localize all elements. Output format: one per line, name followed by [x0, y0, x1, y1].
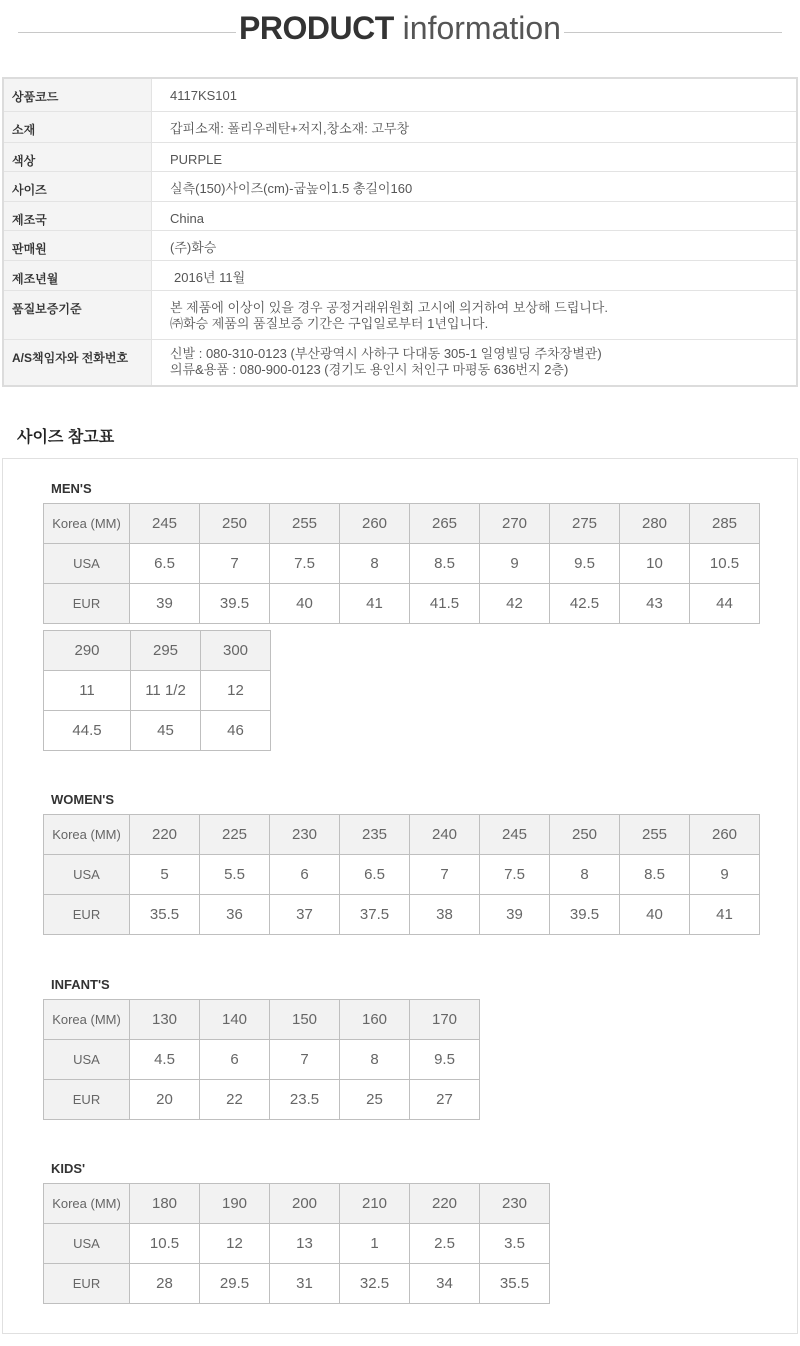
- size-cell: 300: [201, 631, 271, 671]
- size-cell: 41: [340, 584, 410, 624]
- info-row-country: [4, 201, 796, 230]
- size-cell: 140: [200, 1000, 270, 1040]
- info-row-warranty: [4, 290, 796, 339]
- info-label: 품질보증기준: [4, 291, 152, 339]
- size-cell: 250: [200, 504, 270, 544]
- title-light: information: [402, 10, 561, 46]
- size-cell: 11 1/2: [131, 671, 201, 711]
- men-size-table: [43, 503, 760, 624]
- usa-row: [44, 671, 271, 711]
- size-cell: 180: [130, 1184, 200, 1224]
- info-row-date: [4, 260, 796, 290]
- size-cell: 9.5: [410, 1040, 480, 1080]
- size-cell: 45: [131, 711, 201, 751]
- size-cell: 270: [480, 504, 550, 544]
- info-label: 색상: [4, 143, 152, 171]
- size-cell: 265: [410, 504, 480, 544]
- size-cell: 6: [200, 1040, 270, 1080]
- size-cell: 190: [200, 1184, 270, 1224]
- size-cell: 4.5: [130, 1040, 200, 1080]
- info-row-size: [4, 171, 796, 201]
- size-cell: 41.5: [410, 584, 480, 624]
- eur-row: [44, 711, 271, 751]
- size-cell: 7: [270, 1040, 340, 1080]
- usa-row: [44, 544, 760, 584]
- size-cell: 10: [620, 544, 690, 584]
- size-cell: 39: [130, 584, 200, 624]
- info-value: 2016년 11월: [174, 270, 246, 285]
- size-cell: 9: [480, 544, 550, 584]
- product-info-header: [0, 0, 800, 62]
- size-cell: 42.5: [550, 584, 620, 624]
- info-row-seller: [4, 230, 796, 260]
- size-cell: 200: [270, 1184, 340, 1224]
- size-cell: 150: [270, 1000, 340, 1040]
- info-label: 상품코드: [4, 79, 152, 111]
- kids-size-table: [43, 1183, 550, 1304]
- row-header-korea: Korea (MM): [44, 1000, 130, 1040]
- info-row-as-contact: [4, 339, 796, 385]
- size-cell: 1: [340, 1224, 410, 1264]
- size-cell: 22: [200, 1080, 270, 1120]
- women-section-title: WOMEN'S: [51, 792, 115, 807]
- size-cell: 6.5: [130, 544, 200, 584]
- row-header-usa: USA: [44, 1040, 130, 1080]
- info-value-line1: 신발 : 080-310-0123 (부산광역시 사하구 다대동 305-1 일영빌딩 주차장별관): [170, 346, 602, 361]
- korea-row: [44, 1184, 550, 1224]
- header-divider-right: [564, 32, 782, 33]
- size-cell: 280: [620, 504, 690, 544]
- info-value: (주)화승: [170, 240, 217, 255]
- size-cell: 28: [130, 1264, 200, 1304]
- size-cell: 20: [130, 1080, 200, 1120]
- size-chart-title: 사이즈 참고표: [17, 429, 115, 446]
- size-cell: 7.5: [480, 855, 550, 895]
- page-title: [236, 10, 564, 47]
- size-cell: 235: [340, 815, 410, 855]
- size-cell: 12: [201, 671, 271, 711]
- size-cell: 40: [620, 895, 690, 935]
- info-value: China: [170, 211, 204, 226]
- size-cell: 43: [620, 584, 690, 624]
- info-value-line2: ㈜화승 제품의 품질보증 기간은 구입일로부터 1년입니다.: [170, 316, 489, 331]
- eur-row: [44, 1080, 480, 1120]
- size-cell: 44.5: [44, 711, 131, 751]
- info-label: 제조국: [4, 202, 152, 230]
- info-value: PURPLE: [170, 152, 223, 167]
- size-cell: 8.5: [410, 544, 480, 584]
- size-cell: 46: [201, 711, 271, 751]
- row-header-usa: USA: [44, 855, 130, 895]
- info-value-line2: 의류&용품 : 080-900-0123 (경기도 용인시 처인구 마평동 636번지 2층): [170, 362, 569, 377]
- size-cell: 37.5: [340, 895, 410, 935]
- size-cell: 8: [550, 855, 620, 895]
- men-section-title: MEN'S: [51, 481, 92, 496]
- size-cell: 255: [620, 815, 690, 855]
- korea-row: [44, 815, 760, 855]
- size-cell: 41: [690, 895, 760, 935]
- size-cell: 36: [200, 895, 270, 935]
- size-cell: 245: [480, 815, 550, 855]
- size-cell: 6: [270, 855, 340, 895]
- eur-row: [44, 1264, 550, 1304]
- size-cell: 8.5: [620, 855, 690, 895]
- size-cell: 35.5: [480, 1264, 550, 1304]
- size-cell: 285: [690, 504, 760, 544]
- row-header-usa: USA: [44, 1224, 130, 1264]
- size-cell: 11: [44, 671, 131, 711]
- row-header-eur: EUR: [44, 1264, 130, 1304]
- info-value-line1: 본 제품에 이상이 있을 경우 공정거래위원회 고시에 의거하여 보상해 드립니다.: [170, 300, 608, 315]
- size-cell: 39.5: [550, 895, 620, 935]
- size-cell: 130: [130, 1000, 200, 1040]
- row-header-eur: EUR: [44, 895, 130, 935]
- size-cell: 250: [550, 815, 620, 855]
- size-cell: 27: [410, 1080, 480, 1120]
- info-value: 갑피소재: 폴리우레탄+저지,창소재: 고무창: [170, 121, 410, 136]
- size-cell: 9: [690, 855, 760, 895]
- size-cell: 7: [410, 855, 480, 895]
- size-cell: 6.5: [340, 855, 410, 895]
- size-cell: 230: [480, 1184, 550, 1224]
- info-label: A/S책임자와 전화번호: [4, 340, 152, 385]
- size-cell: 260: [340, 504, 410, 544]
- size-cell: 39: [480, 895, 550, 935]
- row-header-eur: EUR: [44, 1080, 130, 1120]
- size-cell: 40: [270, 584, 340, 624]
- size-cell: 44: [690, 584, 760, 624]
- size-cell: 3.5: [480, 1224, 550, 1264]
- row-header-usa: USA: [44, 544, 130, 584]
- usa-row: [44, 1040, 480, 1080]
- size-cell: 35.5: [130, 895, 200, 935]
- size-cell: 10.5: [690, 544, 760, 584]
- men-size-table-continued: [43, 630, 271, 751]
- infant-size-table: [43, 999, 480, 1120]
- row-header-korea: Korea (MM): [44, 504, 130, 544]
- size-cell: 9.5: [550, 544, 620, 584]
- size-cell: 245: [130, 504, 200, 544]
- korea-row: [44, 1000, 480, 1040]
- size-cell: 12: [200, 1224, 270, 1264]
- product-info-table: [2, 77, 798, 387]
- size-cell: 220: [130, 815, 200, 855]
- info-label: 소재: [4, 112, 152, 142]
- size-cell: 5.5: [200, 855, 270, 895]
- size-cell: 160: [340, 1000, 410, 1040]
- info-row-color: [4, 142, 796, 171]
- info-value: [152, 340, 796, 385]
- size-cell: 31: [270, 1264, 340, 1304]
- size-cell: 32.5: [340, 1264, 410, 1304]
- size-cell: 225: [200, 815, 270, 855]
- info-label: 제조년월: [4, 261, 152, 290]
- size-cell: 170: [410, 1000, 480, 1040]
- eur-row: [44, 584, 760, 624]
- row-header-korea: Korea (MM): [44, 1184, 130, 1224]
- size-cell: 13: [270, 1224, 340, 1264]
- size-cell: 2.5: [410, 1224, 480, 1264]
- size-cell: 23.5: [270, 1080, 340, 1120]
- size-cell: 29.5: [200, 1264, 270, 1304]
- size-cell: 220: [410, 1184, 480, 1224]
- info-value: [152, 291, 796, 339]
- size-cell: 290: [44, 631, 131, 671]
- size-cell: 37: [270, 895, 340, 935]
- info-label: 사이즈: [4, 172, 152, 201]
- size-cell: 7.5: [270, 544, 340, 584]
- size-cell: 275: [550, 504, 620, 544]
- header-divider-left: [18, 32, 236, 33]
- row-header-korea: Korea (MM): [44, 815, 130, 855]
- kids-section-title: KIDS': [51, 1161, 86, 1176]
- size-cell: 255: [270, 504, 340, 544]
- size-cell: 210: [340, 1184, 410, 1224]
- size-cell: 230: [270, 815, 340, 855]
- size-cell: 42: [480, 584, 550, 624]
- size-cell: 8: [340, 1040, 410, 1080]
- korea-row: [44, 631, 271, 671]
- women-size-table: [43, 814, 760, 935]
- eur-row: [44, 895, 760, 935]
- korea-row: [44, 504, 760, 544]
- size-cell: 5: [130, 855, 200, 895]
- info-value: 4117KS101: [170, 88, 237, 103]
- size-cell: 8: [340, 544, 410, 584]
- info-label: 판매원: [4, 231, 152, 260]
- info-row-code: [4, 79, 796, 111]
- row-header-eur: EUR: [44, 584, 130, 624]
- infant-section-title: INFANT'S: [51, 977, 110, 992]
- usa-row: [44, 855, 760, 895]
- title-bold: PRODUCT: [239, 10, 394, 46]
- size-cell: 39.5: [200, 584, 270, 624]
- size-cell: 295: [131, 631, 201, 671]
- size-cell: 38: [410, 895, 480, 935]
- info-row-material: [4, 111, 796, 142]
- size-cell: 25: [340, 1080, 410, 1120]
- size-cell: 7: [200, 544, 270, 584]
- size-cell: 34: [410, 1264, 480, 1304]
- info-value: 실측(150)사이즈(cm)-굽높이1.5 총길이160: [170, 181, 413, 196]
- usa-row: [44, 1224, 550, 1264]
- size-cell: 260: [690, 815, 760, 855]
- size-cell: 240: [410, 815, 480, 855]
- size-cell: 10.5: [130, 1224, 200, 1264]
